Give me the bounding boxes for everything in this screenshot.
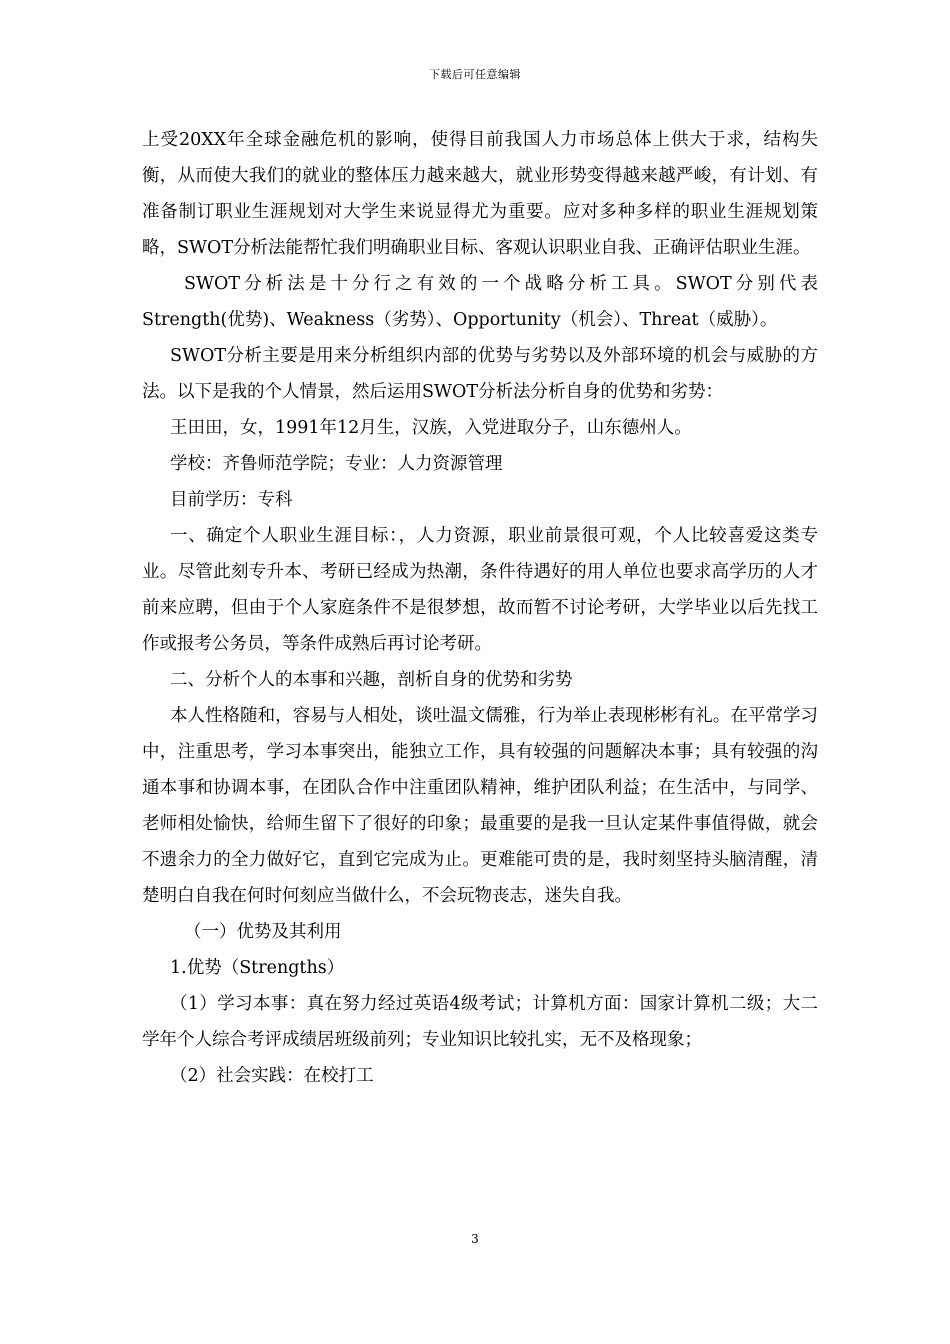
paragraph-education: 目前学历：专科 [170, 490, 293, 510]
page-number: 3 [471, 1232, 479, 1246]
paragraph-school: 学校：齐鲁师范学院；专业：人力资源管理 [170, 454, 503, 474]
paragraph-career-goal: 一、确定个人职业生涯目标：，人力资源，职业前景很可观，个人比较喜爱这类专业。尽管此刻专升本、考研已经成为热潮，条件待遇好的用人单位也要求高学历的人才前来应聘，但由于个人家庭条件不是很梦想，故而暂不讨论考研，大学毕业以后先找工作或报考公务员，等条件成熟后再讨论考研。 [142, 526, 818, 654]
paragraph-learning-ability: （1）学习本事：真在努力经过英语4级考试；计算机方面：国家计算机二级；大二学年个人综合考评成绩居班级前列；专业知识比较扎实，无不及格现象； [142, 994, 818, 1050]
paragraph-personal-info: 王田田，女，1991年12月生，汉族，入党进取分子，山东德州人。 [170, 418, 692, 438]
paragraph-personality: 本人性格随和，容易与人相处，谈吐温文儒雅，行为举止表现彬彬有礼。在平常学习中，注重思考，学习本事突出，能独立工作，具有较强的问题解决本事；具有较强的沟通本事和协调本事，在团队合作中注重团队精神，维护团队利益；在生活中，与同学、老师相处愉快，给师生留下了很好的印象；最重要的是我一旦认定某件事值得做，就会不遗余力的全力做好它，直到它完成为止。更难能可贵的是，我时刻坚持头脑清醒，清楚明白自我在何时何刻应当做什么，不会玩物丧志，迷失自我。 [142, 706, 818, 906]
paragraph-swot-definition: SWOT分析法是十分行之有效的一个战略分析工具。SWOT分别代表Strength(优势)、Weakness（劣势）、Opportunity（机会）、Threat（威胁）。 [142, 274, 818, 330]
paragraph-strengths-label: 1.优势（Strengths） [170, 958, 345, 978]
paragraph-strengths-heading: （一）优势及其利用 [184, 922, 342, 942]
page-header: 下载后可任意编辑 [429, 68, 521, 81]
paragraph-swot-purpose: SWOT分析主要是用来分析组织内部的优势与劣势以及外部环境的机会与威胁的方法。以下是我的个人情景，然后运用SWOT分析法分析自身的优势和劣势： [142, 346, 818, 402]
paragraph-intro: 上受20XX年全球金融危机的影响，使得目前我国人力市场总体上供大于求，结构失衡，从而使大我们的就业的整体压力越来越大，就业形势变得越来越严峻，有计划、有准备制订职业生涯规划对大学生来说显得尤为重要。应对多种多样的职业生涯规划策略，SWOT分析法能帮忙我们明确职业目标、客观认识职业自我、正确评估职业生涯。 [142, 130, 818, 258]
paragraph-social-practice: （2）社会实践：在校打工 [170, 1066, 374, 1086]
document-body [142, 122, 818, 1094]
paragraph-section-heading-two: 二、分析个人的本事和兴趣，剖析自身的优势和劣势 [170, 670, 573, 690]
